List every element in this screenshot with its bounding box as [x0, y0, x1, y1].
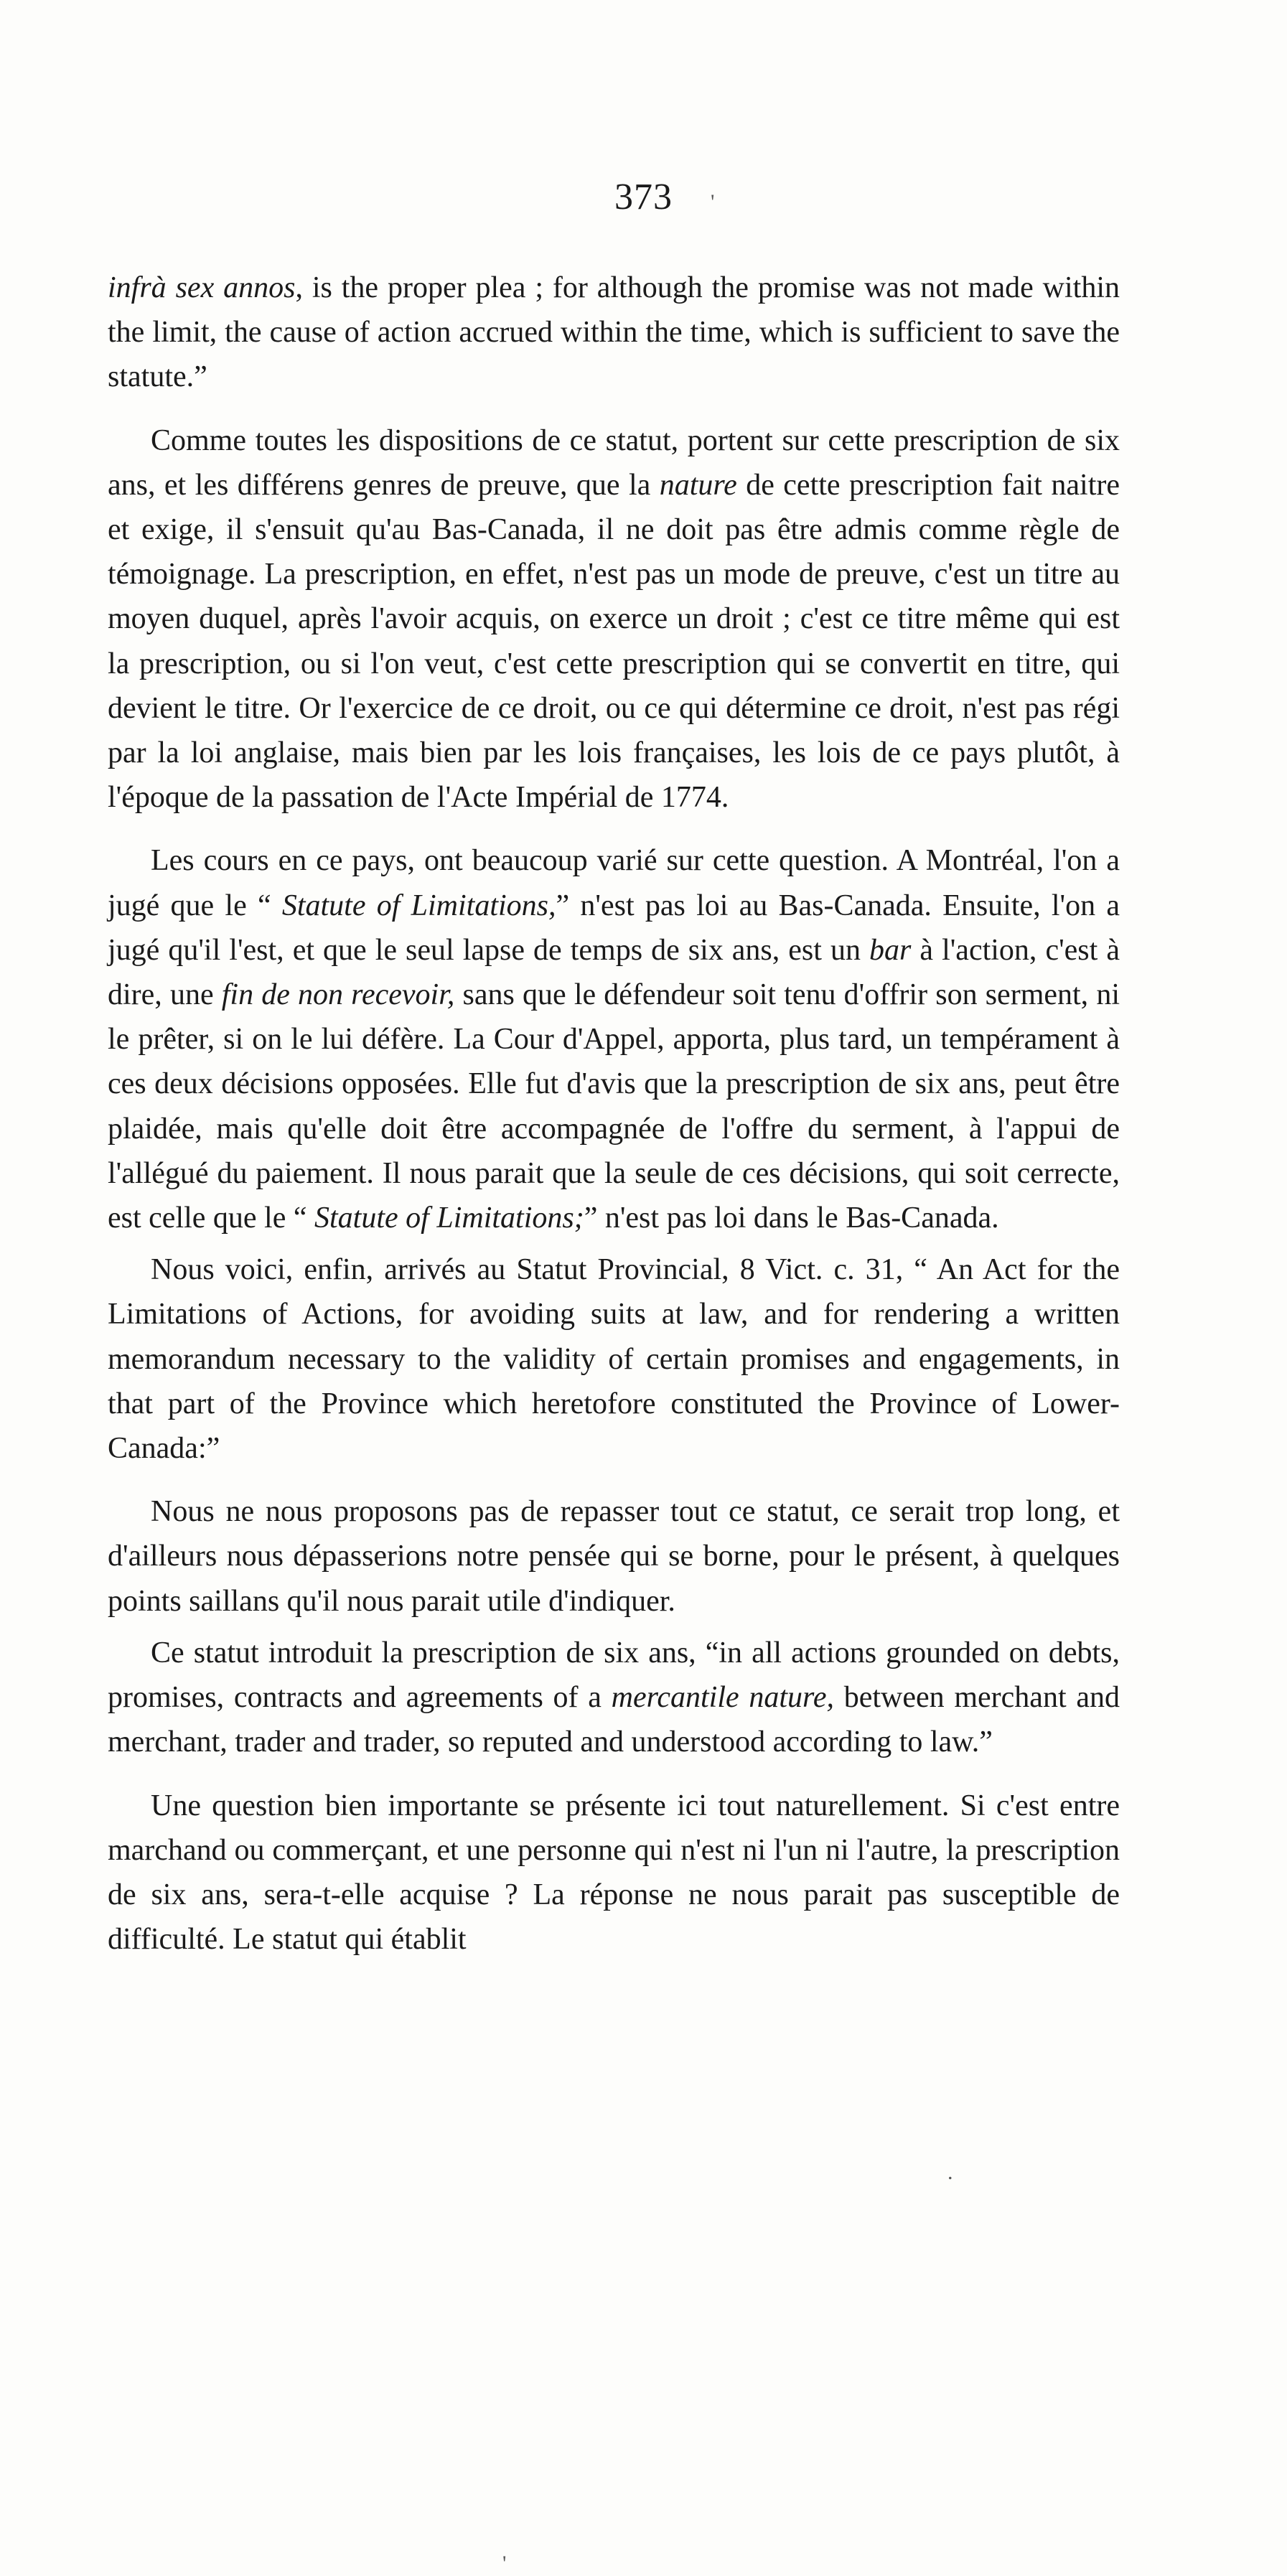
text-run: Les cours en ce pays, ont beaucoup varié sur cette question. A Montréal, l'on a jugé que le “	[108, 844, 1120, 922]
paragraph-1	[108, 266, 1120, 400]
paragraph-4	[108, 1247, 1120, 1471]
stray-mark: '	[502, 2552, 507, 2575]
text-run: ” n'est pas loi dans le Bas-Canada.	[584, 1202, 999, 1235]
paragraph-6	[108, 1631, 1120, 1765]
page-number: 373	[614, 177, 673, 217]
stray-mark: .	[947, 2160, 953, 2184]
paragraph-3	[108, 838, 1120, 1240]
text-run: de cette prescription fait naitre et exige, il s'ensuit qu'au Bas-Canada, il ne doit pas être admis comme règle de témoignage. La prescription, en effet, n'est pas un mode de preuve, c'est un titre au moyen duquel, après l'avoir acquis, on exerce un droit ; c'est ce titre même qui est la prescription, ou si l'on veut, c'est cette prescription qui se convertit en titre, qui devient le titre. Or l'exercice de ce droit, ou ce qui détermine ce droit, n'est pas régi par la loi anglaise, mais bien par les lois françaises, les lois de ce pays plutôt, à l'époque de la passation de l'Acte Impérial de 1774.	[108, 468, 1120, 815]
text-run: Nous voici, enfin, arrivés au Statut Provincial, 8 Vict. c. 31, “ An Act for the Limitations of Actions, for avoiding suits at law, and for rendering a written memorandum necessary to the validity of certain promises and engagements, in that part of the Province which heretofore constituted the Province of Lower-Canada:”	[108, 1253, 1120, 1466]
italic-phrase: bar	[869, 933, 912, 967]
text-run: à l'action, c'est à dire, une	[108, 933, 1120, 1012]
paragraph-2	[108, 418, 1120, 820]
italic-phrase: nature	[659, 468, 737, 502]
text-run: , is the proper plea ; for although the promise was not made within the limit, the cause of action accrued within the time, which is sufficient to save the statute.”	[108, 271, 1120, 394]
text-run: Une question bien importante se présente ici tout naturellement. Si c'est entre marchand ou commerçant, et une personne qui n'est ni l'un ni l'autre, la prescription de six ans, sera-t-elle acquise ? La réponse ne nous parait pas susceptible de difficulté. Le statut qui établit	[108, 1789, 1120, 1957]
text-run: Nous ne nous proposons pas de repasser tout ce statut, ce serait trop long, et d'ailleurs nous dépasserions notre pensée qui se borne, pour le présent, à quelques points saillans qu'il nous parait utile d'indiquer.	[108, 1495, 1120, 1618]
italic-phrase: fin de non recevoir,	[221, 978, 455, 1012]
text-run: sans que le défendeur soit tenu d'offrir son serment, ni le prêter, si on le lui défère. La Cour d'Appel, apporta, plus tard, un tempérament à ces deux décisions opposées. Elle fut d'avis que la prescription de six ans, peut être plaidée, mais qu'elle doit être accompagnée de l'offre du serment, à l'appui de l'allégué du paiement. Il nous parait que la seule de ces décisions, qui soit cerrecte, est celle que le “	[108, 978, 1120, 1235]
text-run: Ce statut introduit la prescription de six ans, “in all actions grounded on debts, promises, contracts and agreements of a	[108, 1636, 1120, 1715]
text-run: ” n'est pas loi au Bas-Canada. Ensuite, l'on a jugé qu'il l'est, et que le seul lapse de temps de six ans, est un	[108, 889, 1120, 967]
italic-phrase: infrà sex annos	[108, 271, 296, 304]
paragraph-7	[108, 1784, 1120, 1962]
body-text	[108, 266, 1120, 1962]
italic-phrase: Statute of Limitations,	[281, 889, 556, 922]
text-run: between merchant and merchant, trader and trader, so reputed and understood according to law.”	[108, 1681, 1120, 1759]
stray-mark: '	[711, 190, 715, 214]
italic-phrase: Statute of Limitations;	[314, 1202, 584, 1235]
italic-phrase: mercantile nature,	[611, 1681, 834, 1715]
text-run: Comme toutes les dispositions de ce statut, portent sur cette prescription de six ans, et les différens genres de preuve, que la	[108, 423, 1120, 502]
paragraph-5	[108, 1489, 1120, 1624]
